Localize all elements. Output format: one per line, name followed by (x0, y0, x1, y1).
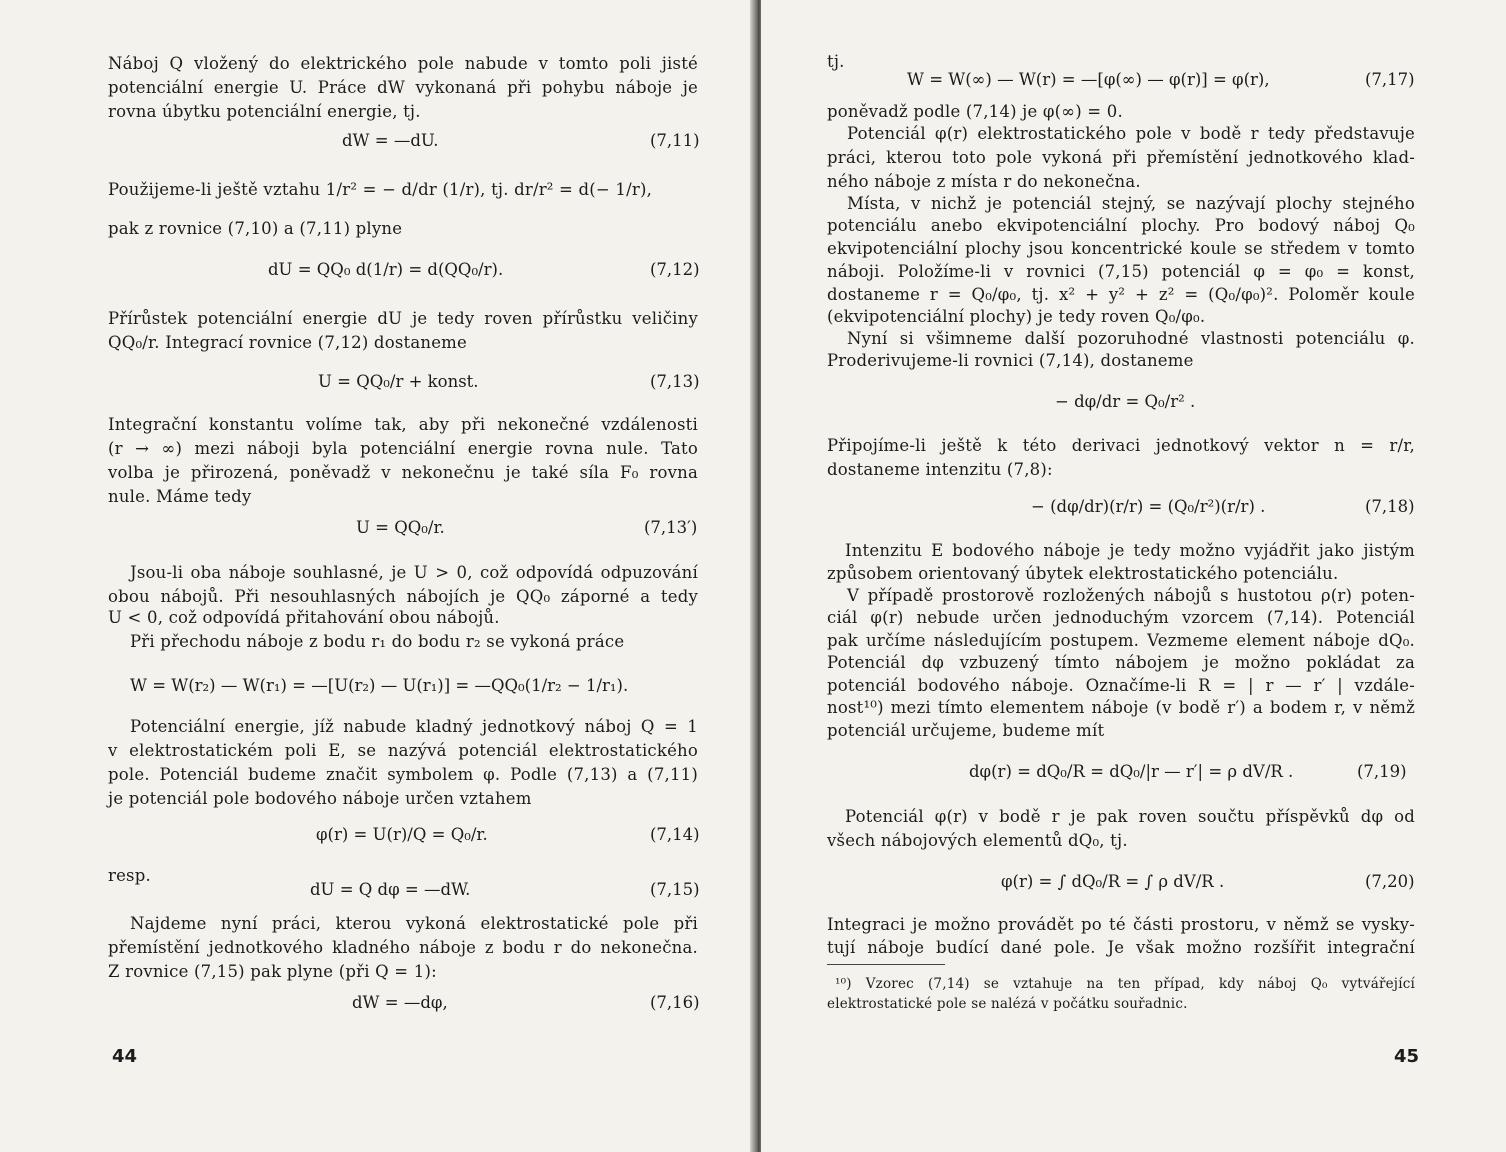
text-line: způsobem orientovaný úbytek elektrostatického potenciálu. (827, 564, 1339, 583)
text-line: Použijeme-li ještě vztahu 1/r² = − d/dr (1/r), tj. dr/r² = d(− 1/r), (108, 180, 653, 199)
equation: dW = —dU. (342, 131, 439, 150)
text-line: obou nábojů. Při nesouhlasných nábojích je QQ₀ záporné a tedy (108, 587, 698, 606)
text-line: potenciál bodového náboje. Označíme-li R = | r — r′ | vzdále- (827, 676, 1415, 695)
text-line: pak určíme následujícím postupem. Vezmeme element náboje dQ₀. (827, 631, 1415, 650)
text-line: náboji. Položíme-li v rovnici (7,15) potenciál φ = φ₀ = konst, (827, 262, 1415, 281)
text-line: Nyní si všimneme další pozoruhodné vlastnosti potenciálu φ. (847, 329, 1415, 348)
text-line: Integrační konstantu volíme tak, aby při nekonečné vzdálenosti (108, 415, 698, 434)
text-line: Přírůstek potenciální energie dU je tedy roven přírůstku veličiny (108, 309, 698, 328)
equation-number: (7,13′) (644, 518, 698, 537)
text-line: pole. Potenciál budeme značit symbolem φ. Podle (7,13) a (7,11) (108, 765, 698, 784)
text-line: Potenciál φ(r) elektrostatického pole v bodě r tedy představuje (847, 124, 1415, 143)
text-line: Potenciální energie, jíž nabude kladný jednotkový náboj Q = 1 (130, 717, 698, 736)
equation-number: (7,17) (1365, 70, 1415, 89)
text-line: Z rovnice (7,15) pak plyne (při Q = 1): (108, 962, 437, 981)
text-line: QQ₀/r. Integrací rovnice (7,12) dostaneme (108, 333, 467, 352)
text-line: (ekvipotenciální plochy) je tedy roven Q₀/φ₀. (827, 307, 1206, 326)
equation: − (dφ/dr)(r/r) = (Q₀/r²)(r/r) . (1031, 497, 1266, 516)
text-line: poněvadž podle (7,14) je φ(∞) = 0. (827, 102, 1123, 121)
text-line: Potenciál dφ vzbuzený tímto nábojem je možno pokládat za (827, 653, 1415, 672)
equation-number: (7,12) (650, 260, 700, 279)
text-line: volba je přirozená, poněvadž v nekonečnu je také síla F₀ rovna (108, 463, 698, 482)
text-line: Intenzitu E bodového náboje je tedy možno vyjádřit jako jistým (845, 541, 1415, 560)
text-line: dostaneme r = Q₀/φ₀, tj. x² + y² + z² = (Q₀/φ₀)². Poloměr koule (827, 285, 1415, 304)
equation-number: (7,19) (1357, 762, 1407, 781)
text-line: ekvipotenciální plochy jsou koncentrické koule se středem v tomto (827, 239, 1415, 258)
text-line: Potenciál φ(r) v bodě r je pak roven součtu příspěvků dφ od (845, 807, 1415, 826)
equation-number: (7,14) (650, 825, 700, 844)
text-line: Místa, v nichž je potenciál stejný, se nazývají plochy stejného (847, 194, 1415, 213)
text-line: pak z rovnice (7,10) a (7,11) plyne (108, 219, 403, 238)
text-line: přemístění jednotkového kladného náboje z bodu r do nekonečna. (108, 938, 698, 957)
text-line: ného náboje z místa r do nekonečna. (827, 172, 1141, 191)
text-line: tují náboje budící dané pole. Je však možno rozšířit integrační (827, 938, 1415, 957)
text-line: Integraci je možno provádět po té části prostoru, v němž se vysky- (827, 915, 1415, 934)
text-line: Při přechodu náboje z bodu r₁ do bodu r₂ se vykoná práce (130, 632, 625, 651)
text-line: tj. (827, 52, 845, 71)
text-line: potenciální energie U. Práce dW vykonaná při pohybu náboje je (108, 78, 698, 97)
equation: φ(r) = U(r)/Q = Q₀/r. (316, 825, 488, 844)
equation-number: (7,13) (650, 372, 700, 391)
footnote-rule (827, 964, 945, 965)
page-number: 44 (112, 1046, 138, 1067)
equation: − dφ/dr = Q₀/r² . (1055, 392, 1196, 411)
equation: dU = QQ₀ d(1/r) = d(QQ₀/r). (268, 260, 504, 279)
equation-number: (7,18) (1365, 497, 1415, 516)
equation-number: (7,15) (650, 880, 700, 899)
text-line: resp. (108, 866, 151, 885)
text-line: dostaneme intenzitu (7,8): (827, 460, 1053, 479)
equation-number: (7,20) (1365, 872, 1415, 891)
text-line: potenciálu anebo ekvipotenciální plochy. Pro bodový náboj Q₀ (827, 216, 1415, 235)
text-line: U < 0, což odpovídá přitahování obou nábojů. (108, 608, 500, 627)
text-line: práci, kterou toto pole vykoná při přemístění jednotkového klad- (827, 148, 1415, 167)
equation: dφ(r) = dQ₀/R = dQ₀/|r — r′| = ρ dV/R . (969, 762, 1294, 781)
text-line: V případě prostorově rozložených nábojů s hustotou ρ(r) poten- (847, 586, 1415, 605)
text-line: nule. Máme tedy (108, 487, 252, 506)
text-line: potenciál určujeme, budeme mít (827, 721, 1105, 740)
text-line: Jsou-li oba náboje souhlasné, je U > 0, což odpovídá odpuzování (130, 563, 698, 582)
equation: U = QQ₀/r. (356, 518, 445, 537)
text-line: Proderivujeme-li rovnici (7,14), dostaneme (827, 351, 1194, 370)
equation: W = W(r₂) — W(r₁) = —[U(r₂) — U(r₁)] = —QQ₀(1/r₂ − 1/r₁). (130, 676, 629, 695)
text-line: Najdeme nyní práci, kterou vykoná elektrostatické pole při (130, 914, 698, 933)
equation: dU = Q dφ = —dW. (310, 880, 471, 899)
footnote-line: ¹⁰) Vzorec (7,14) se vztahuje na ten případ, kdy náboj Q₀ vytvářející (835, 976, 1415, 992)
text-line: (r → ∞) mezi náboji byla potenciální energie rovna nule. Tato (108, 439, 698, 458)
equation: W = W(∞) — W(r) = —[φ(∞) — φ(r)] = φ(r), (907, 70, 1270, 89)
equation: φ(r) = ∫ dQ₀/R = ∫ ρ dV/R . (1001, 872, 1225, 891)
equation: dW = —dφ, (352, 993, 448, 1012)
equation-number: (7,11) (650, 131, 700, 150)
text-line: v elektrostatickém poli E, se nazývá potenciál elektrostatického (108, 741, 698, 760)
equation: U = QQ₀/r + konst. (318, 372, 479, 391)
text-line: ciál φ(r) nebude určen jednoduchým vzorcem (7,14). Potenciál (827, 608, 1415, 627)
text-line: rovna úbytku potenciální energie, tj. (108, 102, 421, 121)
footnote-line: elektrostatické pole se nalézá v počátku souřadnic. (827, 996, 1188, 1012)
equation-number: (7,16) (650, 993, 700, 1012)
text-line: Připojíme-li ještě k této derivaci jednotkový vektor n = r/r, (827, 436, 1415, 455)
text-line: všech nábojových elementů dQ₀, tj. (827, 831, 1128, 850)
page-number: 45 (1394, 1046, 1420, 1067)
right-page (761, 0, 1506, 1152)
text-line: je potenciál pole bodového náboje určen vztahem (108, 789, 532, 808)
text-line: Náboj Q vložený do elektrického pole nabude v tomto poli jisté (108, 54, 698, 73)
text-line: nost¹⁰) mezi tímto elementem náboje (v bodě r′) a bodem r, v němž (827, 698, 1415, 717)
